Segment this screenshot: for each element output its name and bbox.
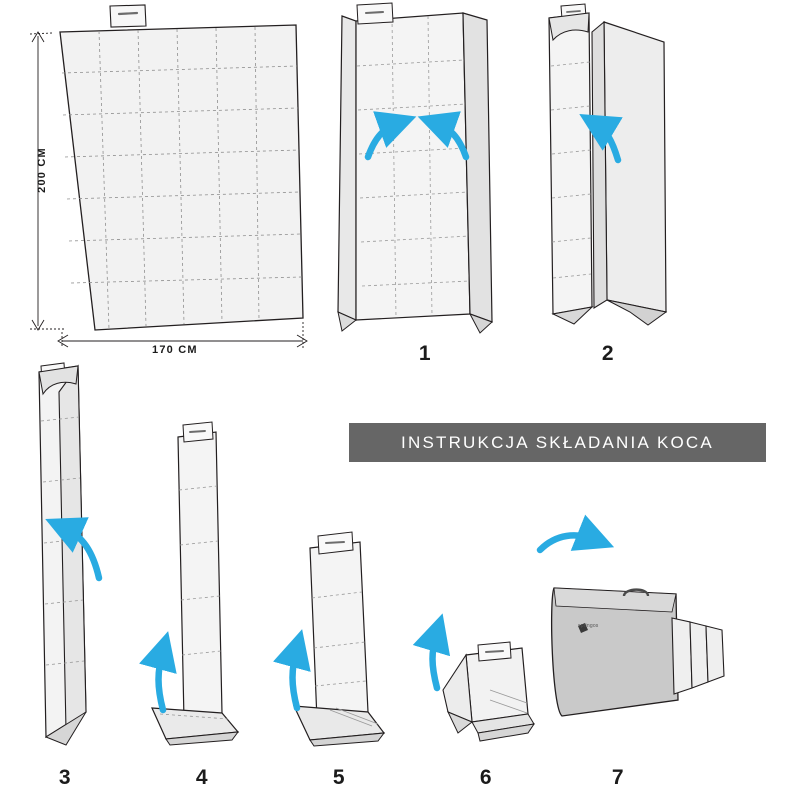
figure-step-4 xyxy=(152,422,238,745)
figure-step-7-finished xyxy=(540,535,724,716)
figure-step-2 xyxy=(549,4,666,325)
figure-step-1 xyxy=(338,3,492,333)
dimension-height-label: 200 CM xyxy=(36,147,48,193)
figure-step-6 xyxy=(433,632,535,741)
figure-step-5 xyxy=(293,532,385,746)
instruction-banner xyxy=(349,423,766,462)
step-number-5: 5 xyxy=(332,766,346,789)
step-number-7: 7 xyxy=(611,766,625,789)
figure-flat-blanket xyxy=(30,5,307,348)
step-number-1: 1 xyxy=(418,342,432,365)
instruction-banner-label: INSTRUKCJA SKŁADANIA KOCA xyxy=(401,432,714,452)
step-number-2: 2 xyxy=(601,342,615,365)
figure-step-3 xyxy=(39,363,99,745)
dimension-width-label: 170 CM xyxy=(152,344,198,356)
step-number-3: 3 xyxy=(58,766,72,789)
step-number-6: 6 xyxy=(479,766,493,789)
step-number-4: 4 xyxy=(195,766,209,789)
brand-mark: springos xyxy=(578,623,599,629)
